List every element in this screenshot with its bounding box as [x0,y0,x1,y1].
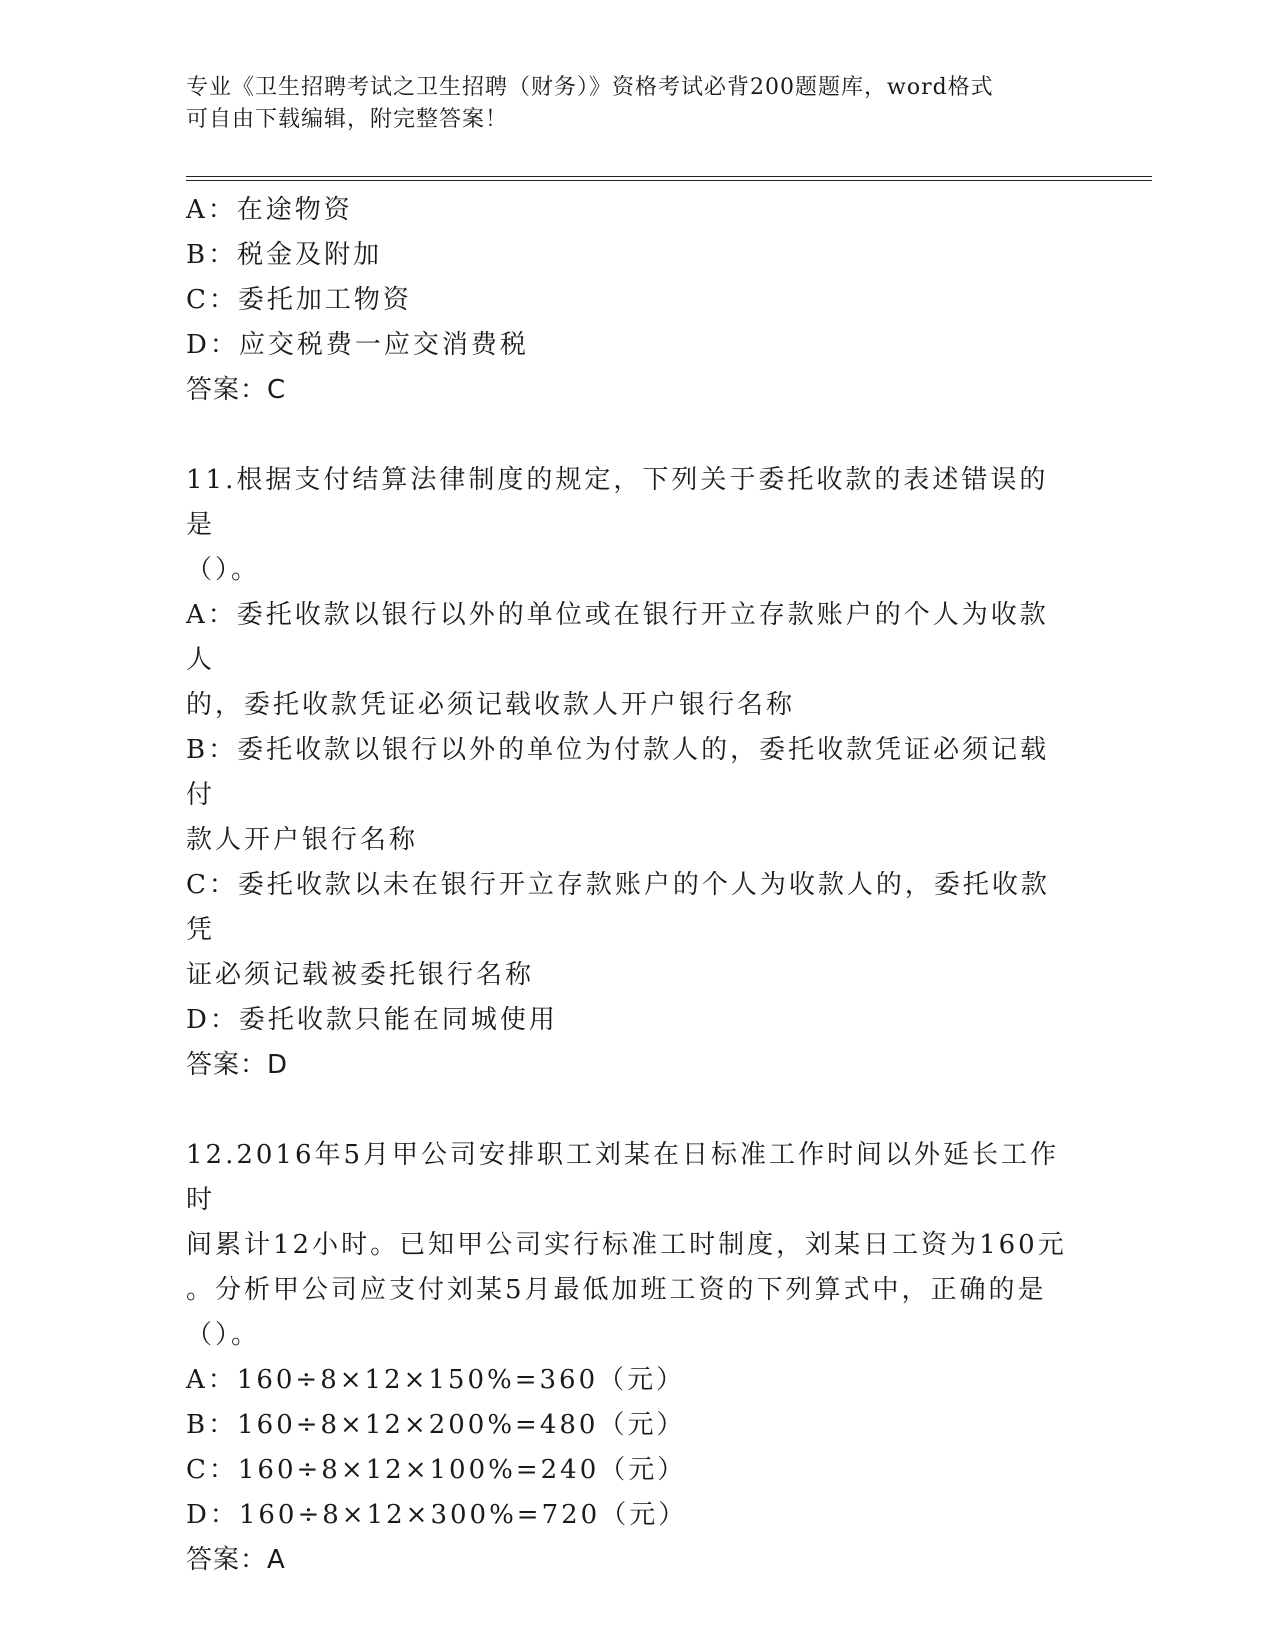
option-c: C：委托收款以未在银行开立存款账户的个人为收款人的，委托收款凭 [186,870,1050,945]
question-stem: （）。 [186,555,261,585]
question-stem: 。分析甲公司应支付刘某5月最低加班工资的下列算式中，正确的是 [186,1275,1047,1305]
spacer [186,413,1076,458]
option-a: A：160÷8×12×150%=360（元） [186,1365,686,1395]
option-d: D：应交税费一应交消费税 [186,330,529,360]
option-c: C：160÷8×12×100%=240（元） [186,1455,687,1485]
option-b: B：委托收款以银行以外的单位为付款人的，委托收款凭证必须记载付 [186,735,1050,810]
option-b: B：160÷8×12×200%=480（元） [186,1410,686,1440]
answer-line: 答案：A [186,1545,286,1575]
question-11-block [186,458,1076,1088]
option-b: B：税金及附加 [186,240,383,270]
question-stem: 12.2016年5月甲公司安排职工刘某在日标准工作时间以外延长工作时 [186,1140,1060,1215]
question-stem: 11.根据支付结算法律制度的规定，下列关于委托收款的表述错误的是 [186,465,1049,540]
option-a-continued: 的，委托收款凭证必须记载收款人开户银行名称 [186,690,796,720]
option-c: C：委托加工物资 [186,285,412,315]
header-divider [186,176,1152,177]
option-d: D：委托收款只能在同城使用 [186,1005,558,1035]
option-b-continued: 款人开户银行名称 [186,825,419,855]
question-12-block [186,1133,1076,1583]
question-10-block [186,188,1076,413]
page-header [186,72,1066,136]
question-stem: （）。 [186,1320,261,1350]
answer-line: 答案：D [186,1050,289,1080]
option-a: A：在途物资 [186,195,353,225]
header-line-1: 专业《卫生招聘考试之卫生招聘（财务）》资格考试必背200题题库，word格式 [186,75,994,100]
answer-line: 答案：C [186,375,287,405]
option-a: A：委托收款以银行以外的单位或在银行开立存款账户的个人为收款人 [186,600,1049,675]
header-line-2: 可自由下载编辑，附完整答案！ [186,107,509,132]
document-body [186,188,1076,1583]
question-stem: 间累计12小时。已知甲公司实行标准工时制度，刘某日工资为160元 [186,1230,1067,1260]
option-c-continued: 证必须记载被委托银行名称 [186,960,535,990]
option-d: D：160÷8×12×300%=720（元） [186,1500,688,1530]
spacer [186,1088,1076,1133]
